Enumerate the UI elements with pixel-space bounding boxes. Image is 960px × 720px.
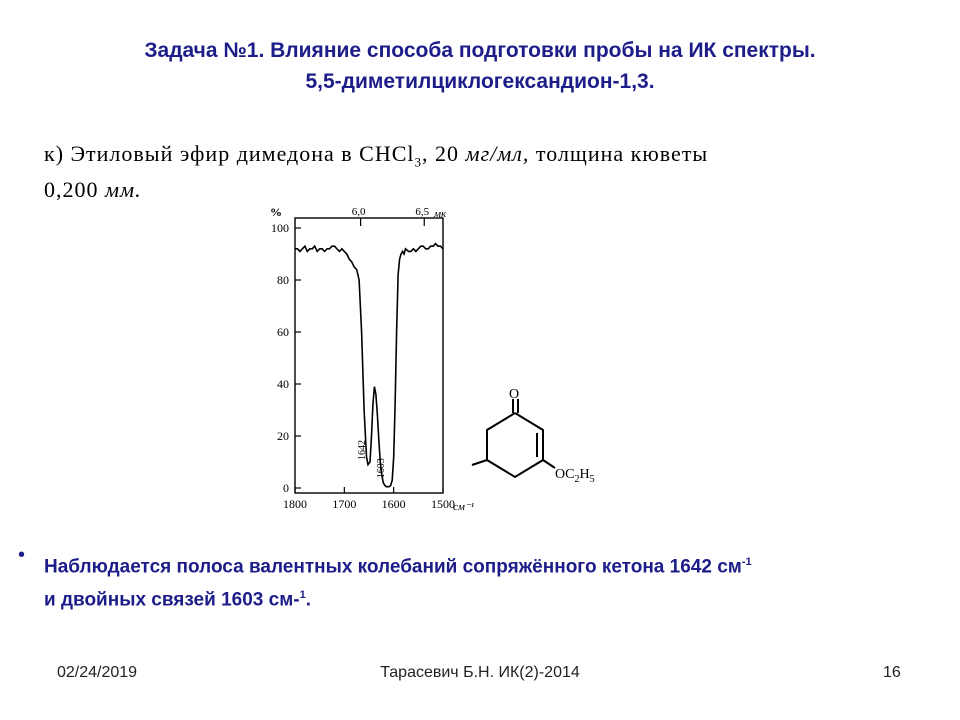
y-tick-label: 60 [277, 325, 289, 339]
note-end: . [305, 589, 311, 611]
top-axis-unit: мк [434, 208, 447, 220]
caption-text-d: 0,200 [44, 177, 99, 203]
y-tick-label: 100 [271, 221, 289, 235]
caption-text-a: к) Этиловый эфир димедона в CHCl [44, 141, 415, 166]
footer-author: Тарасевич Б.Н. ИК(2)-2014 [380, 664, 580, 681]
ring-bonds [487, 413, 543, 477]
spectrum-line [295, 244, 443, 487]
y-tick-label: 80 [277, 273, 289, 287]
methyl-bond [472, 460, 487, 465]
top-tick-label: 6,0 [351, 206, 366, 218]
top-tick-label: 6,5 [415, 206, 430, 218]
caption-unit-thickness: мм. [105, 177, 142, 203]
note-line1: Наблюдается полоса валентных колебаний сопряжённого кетона 1642 см [44, 556, 742, 578]
molecule-structure [472, 399, 555, 477]
footer-page-number: 16 [883, 664, 901, 681]
peak-label: 1603 [376, 458, 388, 479]
y-axis-label: % [270, 205, 282, 219]
carbonyl-oxygen-label: O [509, 387, 520, 402]
x-tick-label: 1600 [381, 497, 406, 511]
y-tick-label: 20 [277, 429, 289, 443]
observation-note [44, 548, 944, 615]
caption-text-b: , 20 [422, 141, 460, 166]
plot-frame [295, 218, 443, 493]
ether-bond [543, 460, 555, 468]
note-sup1: -1 [741, 556, 752, 568]
footer-date: 02/24/2019 [57, 664, 138, 681]
x-tick-label: 1800 [283, 497, 307, 511]
peak-label: 1642 [356, 440, 368, 460]
x-axis-unit: см⁻¹ [453, 501, 475, 513]
y-tick-label: 0 [283, 481, 289, 495]
x-tick-label: 1700 [332, 497, 357, 511]
slide-title-line2: 5,5-диметилциклогександион-1,3. [305, 70, 655, 93]
caption-unit-concentration: мг/мл, [465, 141, 530, 166]
note-line2: и двойных связей 1603 см- [44, 589, 300, 611]
caption-subscript: 3 [414, 154, 423, 170]
x-tick-label: 1500 [431, 497, 455, 511]
slide-title-line1: Задача №1. Влияние способа подготовки пробы на ИК спектры. [144, 39, 816, 62]
note-sup2: 1 [299, 589, 306, 602]
bullet-marker: • [18, 544, 26, 566]
caption-text-c: толщина кюветы [535, 141, 709, 166]
ethoxy-label: $OC_2H_5$ [555, 467, 595, 485]
y-tick-label: 40 [277, 377, 289, 391]
